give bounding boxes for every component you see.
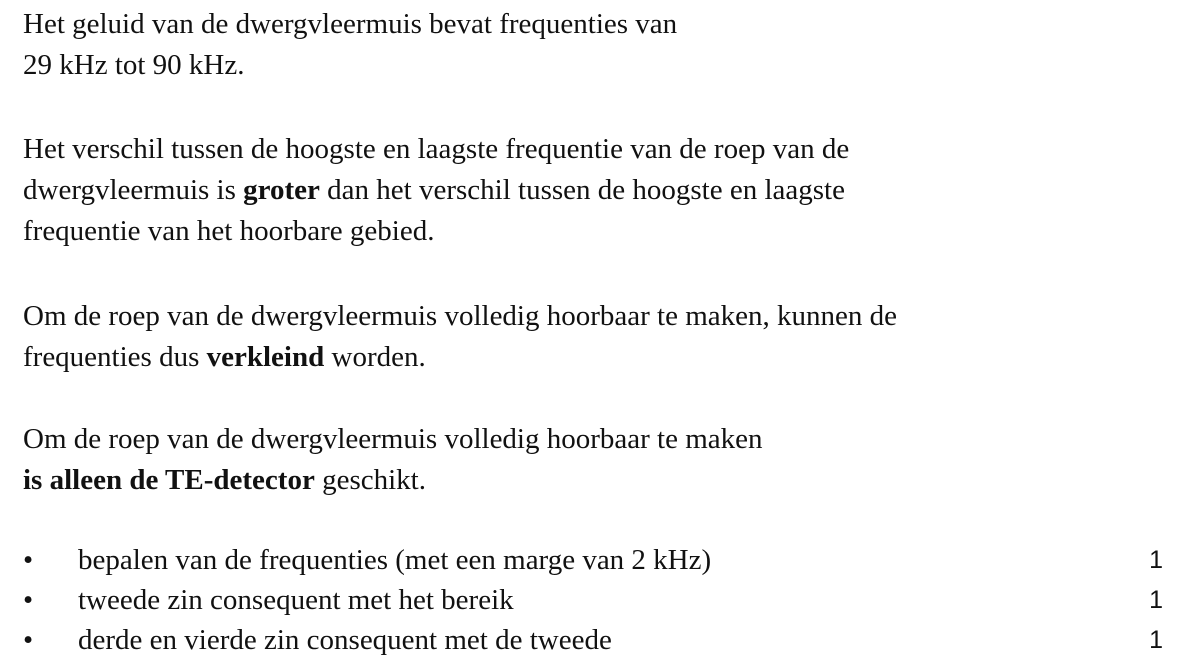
bullet-icon: • bbox=[23, 584, 34, 616]
paragraph-line bbox=[23, 460, 763, 501]
paragraph-reduce bbox=[23, 296, 897, 378]
bold-term: groter bbox=[243, 174, 320, 206]
text-run: worden. bbox=[324, 341, 426, 373]
text-run: geschikt. bbox=[314, 464, 426, 496]
bullet-icon: • bbox=[23, 624, 34, 656]
text-run: dan het verschil tussen de hoogste en laagste bbox=[319, 174, 845, 206]
paragraph-line bbox=[23, 337, 897, 378]
paragraph-frequency-range bbox=[23, 4, 677, 86]
criterion-score: 1 bbox=[1149, 586, 1163, 614]
scoring-criterion bbox=[23, 620, 1173, 660]
scoring-criterion bbox=[23, 580, 1173, 620]
paragraph-line: 29 kHz tot 90 kHz. bbox=[23, 49, 245, 81]
paragraph-difference bbox=[23, 129, 849, 252]
paragraph-line: Het geluid van de dwergvleermuis bevat frequenties van bbox=[23, 8, 678, 40]
paragraph-line bbox=[23, 170, 849, 211]
criterion-text: tweede zin consequent met het bereik bbox=[78, 584, 514, 616]
text-run: dwergvleermuis is bbox=[23, 174, 244, 206]
scoring-criteria-list bbox=[23, 540, 1173, 660]
criterion-score: 1 bbox=[1149, 546, 1163, 574]
paragraph-detector bbox=[23, 419, 763, 501]
paragraph-line: Om de roep van de dwergvleermuis volledig hoorbaar te maken, kunnen de bbox=[23, 300, 898, 332]
paragraph-line: Het verschil tussen de hoogste en laagste frequentie van de roep van de bbox=[23, 133, 850, 165]
bold-term: verkleind bbox=[206, 341, 325, 373]
bold-term: is alleen de TE-detector bbox=[23, 464, 315, 496]
paragraph-line: frequentie van het hoorbare gebied. bbox=[23, 215, 435, 247]
bullet-icon: • bbox=[23, 544, 34, 576]
criterion-text: bepalen van de frequenties (met een marge van 2 kHz) bbox=[78, 544, 712, 576]
paragraph-line: Om de roep van de dwergvleermuis volledig hoorbaar te maken bbox=[23, 423, 763, 455]
text-run: frequenties dus bbox=[23, 341, 207, 373]
scoring-criterion bbox=[23, 540, 1173, 580]
criterion-text: derde en vierde zin consequent met de tweede bbox=[78, 624, 612, 656]
criterion-score: 1 bbox=[1149, 626, 1163, 654]
